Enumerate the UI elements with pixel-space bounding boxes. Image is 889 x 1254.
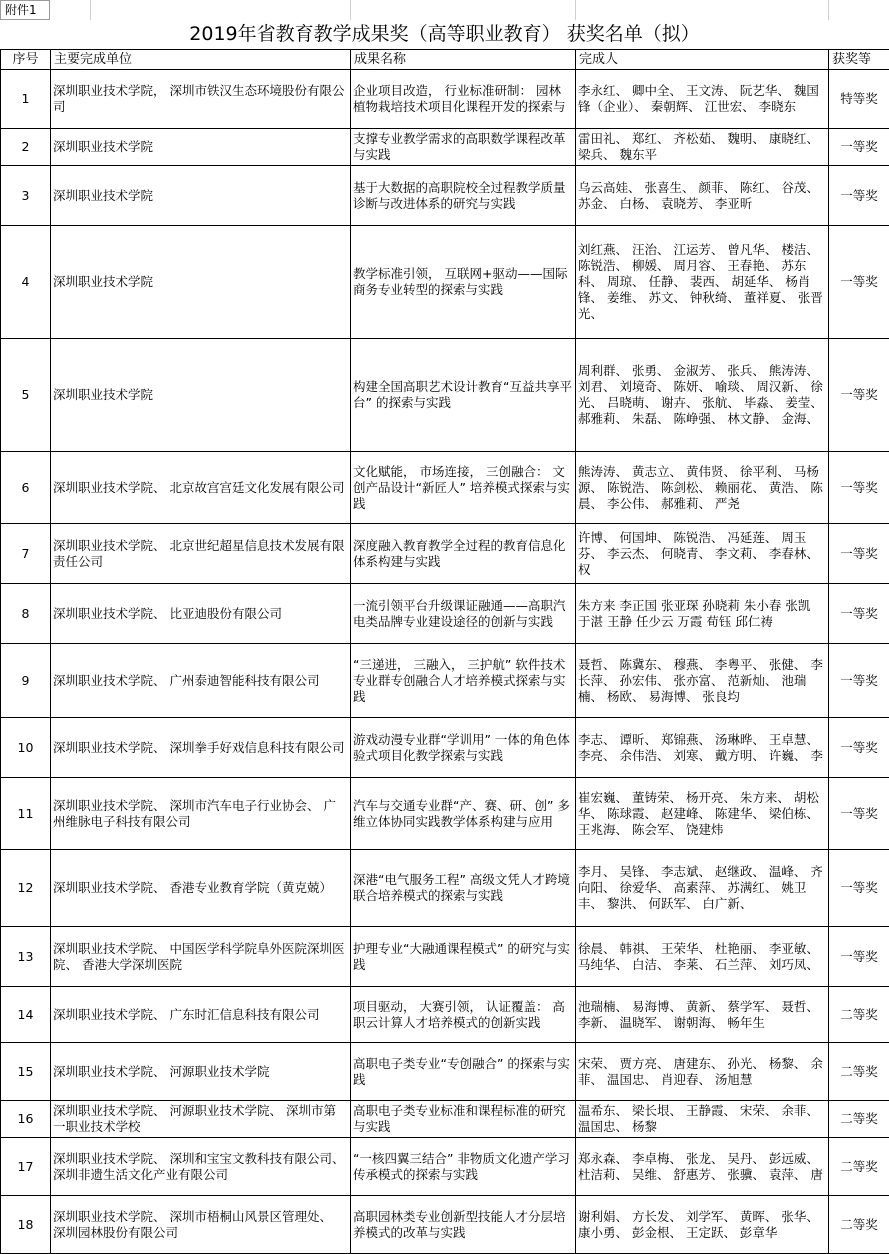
row-people	[576, 987, 829, 1043]
row-award-level-text: 一等奖	[831, 806, 887, 822]
row-number-text: 18	[3, 1217, 48, 1233]
row-unit	[51, 452, 351, 524]
row-unit-text: 深圳职业技术学院、 深圳市汽车电子行业协会、 广州维脉电子科技有限公司	[53, 798, 348, 830]
row-achievement-text: 深港“电气服务工程” 高级文凭人才跨境联合培养模式的探索与实践	[353, 872, 573, 904]
row-award-level	[829, 778, 889, 850]
row-achievement	[351, 452, 576, 524]
grid-line	[828, 0, 829, 20]
table-row	[1, 452, 889, 524]
row-number-text: 17	[3, 1159, 48, 1175]
row-achievement-text: 护理专业“大融通课程模式” 的研究与实践	[353, 941, 573, 973]
table-header-row	[1, 50, 889, 70]
table-row	[1, 987, 889, 1043]
row-people	[576, 339, 829, 452]
row-people-text: 李志、 谭昕、 郑锦燕、 汤琳晔、 王卓慧、 李亮、 余伟浩、 刘寒、 戴方明、 许巍、 李	[578, 732, 826, 764]
row-unit-text: 深圳职业技术学院、 北京故宫宫廷文化发展有限公司	[53, 480, 348, 496]
row-unit-text: 深圳职业技术学院、 深圳市梧桐山风景区管理处、 深圳园林股份有限公司	[53, 1209, 348, 1241]
row-people	[576, 524, 829, 584]
row-number-text: 15	[3, 1064, 48, 1080]
row-people-text: 刘红燕、 汪治、 江运芳、 曾凡华、 楼洁、 陈锐浩、 柳媛、 周月容、 王春艳、 苏东科、 周琼、 任静、 裴西、 胡延华、 杨肖锋、 姜维、 苏文、 钟秋绮、 董祥夏、 张晋光、	[578, 242, 826, 322]
row-achievement-text: 游戏动漫专业群“学训用” 一体的角色体验式项目化教学探索与实践	[353, 732, 573, 764]
row-number	[1, 718, 51, 778]
row-number-text: 14	[3, 1007, 48, 1023]
row-number-text: 12	[3, 880, 48, 896]
row-people-text: 宋荣、 贾方亮、 唐建东、 孙光、 杨黎、 余菲、 温国忠、 肖迎春、 汤旭慧	[578, 1056, 826, 1088]
row-number-text: 16	[3, 1111, 48, 1127]
table-row	[1, 1043, 889, 1101]
row-award-level-text: 特等奖	[831, 91, 887, 107]
row-number	[1, 339, 51, 452]
row-number	[1, 452, 51, 524]
row-number	[1, 584, 51, 644]
row-people	[576, 1196, 829, 1254]
row-award-level-text: 二等奖	[831, 1111, 887, 1127]
row-people	[576, 1101, 829, 1138]
row-achievement-text: 构建全国高职艺术设计教育“互益共享平台” 的探索与实践	[353, 379, 573, 411]
row-number-text: 6	[3, 480, 48, 496]
row-unit-text: 深圳职业技术学院、 广州泰迪智能科技有限公司	[53, 673, 348, 689]
row-people	[576, 927, 829, 987]
row-award-level	[829, 718, 889, 778]
row-award-level-text: 一等奖	[831, 673, 887, 689]
row-award-level-text: 一等奖	[831, 546, 887, 562]
row-award-level-text: 一等奖	[831, 188, 887, 204]
row-award-level-text: 一等奖	[831, 880, 887, 896]
row-unit	[51, 927, 351, 987]
row-unit	[51, 644, 351, 718]
row-award-level	[829, 70, 889, 129]
row-people	[576, 129, 829, 166]
row-achievement	[351, 1138, 576, 1196]
row-number-text: 5	[3, 387, 48, 403]
row-number-text: 3	[3, 188, 48, 204]
row-award-level-text: 二等奖	[831, 1217, 887, 1233]
row-unit	[51, 987, 351, 1043]
row-achievement-text: 深度融入教育教学全过程的教育信息化体系构建与实践	[353, 538, 573, 570]
award-table	[0, 49, 889, 1254]
row-number-text: 10	[3, 740, 48, 756]
row-achievement	[351, 718, 576, 778]
row-achievement	[351, 1196, 576, 1254]
row-achievement-text: 高职电子类专业“专创融合” 的探索与实践	[353, 1056, 573, 1088]
table-row	[1, 524, 889, 584]
row-number	[1, 778, 51, 850]
row-unit-text: 深圳职业技术学院	[53, 188, 348, 204]
table-row	[1, 718, 889, 778]
table-row	[1, 70, 889, 129]
row-award-level	[829, 644, 889, 718]
row-unit	[51, 226, 351, 339]
row-achievement-text: 一流引领平台升级课证融通——高职汽电类品牌专业建设途径的创新与实践	[353, 598, 573, 630]
table-row	[1, 166, 889, 226]
row-number	[1, 70, 51, 129]
row-achievement-text: 高职园林类专业创新型技能人才分层培养模式的改革与实践	[353, 1209, 573, 1241]
row-number	[1, 644, 51, 718]
header-unit: 主要完成单位	[51, 50, 351, 70]
row-number	[1, 1043, 51, 1101]
row-people-text: 谢利娟、 方长发、 刘学军、 黄晖、 张华、 康小勇、 彭金根、 王定跃、 彭章华	[578, 1209, 826, 1241]
row-award-level	[829, 226, 889, 339]
table-row	[1, 1138, 889, 1196]
row-award-level-text: 一等奖	[831, 606, 887, 622]
row-unit	[51, 718, 351, 778]
row-people-text: 徐晨、 韩祺、 王荣华、 杜艳丽、 李亚敏、 马纯华、 白洁、 李莱、 石兰萍、 刘巧凤、	[578, 941, 826, 973]
row-unit	[51, 524, 351, 584]
header-achievement: 成果名称	[351, 50, 576, 70]
row-unit	[51, 850, 351, 927]
row-achievement-text: 汽车与交通专业群“产、赛、研、创” 多维立体协同实践教学体系构建与应用	[353, 798, 573, 830]
row-achievement	[351, 1043, 576, 1101]
row-unit-text: 深圳职业技术学院、 中国医学科学院阜外医院深圳医院、 香港大学深圳医院	[53, 941, 348, 973]
header-number: 序号	[1, 50, 51, 70]
row-unit	[51, 339, 351, 452]
row-achievement-text: 支撑专业教学需求的高职数学课程改革与实践	[353, 131, 573, 163]
row-unit-text: 深圳职业技术学院、 北京世纪超星信息技术发展有限责任公司	[53, 538, 348, 570]
row-number-text: 1	[3, 91, 48, 107]
row-number	[1, 1196, 51, 1254]
row-achievement-text: 项目驱动， 大赛引领， 认证覆盖： 高职云计算人才培养模式的创新实践	[353, 999, 573, 1031]
row-award-level	[829, 166, 889, 226]
row-award-level	[829, 584, 889, 644]
row-achievement	[351, 70, 576, 129]
row-award-level-text: 一等奖	[831, 949, 887, 965]
row-number-text: 8	[3, 606, 48, 622]
row-unit	[51, 129, 351, 166]
row-people	[576, 644, 829, 718]
row-number	[1, 166, 51, 226]
row-achievement-text: 基于大数据的高职院校全过程教学质量诊断与改进体系的研究与实践	[353, 180, 573, 212]
row-unit	[51, 1196, 351, 1254]
row-award-level-text: 一等奖	[831, 387, 887, 403]
row-number-text: 7	[3, 546, 48, 562]
row-number-text: 9	[3, 673, 48, 689]
row-people-text: 聂哲、 陈冀东、 穆燕、 李粤平、 张健、 李长萍、 孙宏伟、 张亦富、 范新灿、 池瑞楠、 杨欧、 易海博、 张良均	[578, 657, 826, 705]
row-award-level-text: 二等奖	[831, 1007, 887, 1023]
row-people-text: 郑永森、 李卓梅、 张龙、 吴丹、 彭远威、 杜洁莉、 吴维、 舒惠芳、 张骥、 袁萍、 唐	[578, 1151, 826, 1183]
row-achievement	[351, 927, 576, 987]
row-people-text: 朱方来 李正国 张亚琛 孙晓莉 朱小春 张凯 于湛 王静 任少云 万霞 荀钰 邱仁祷	[578, 598, 826, 630]
row-achievement-text: 高职电子类专业标准和课程标准的研究与实践	[353, 1103, 573, 1135]
row-award-level-text: 一等奖	[831, 139, 887, 155]
row-unit-text: 深圳职业技术学院	[53, 274, 348, 290]
row-people-text: 许博、 何国坤、 陈锐浩、 冯延莲、 周玉芬、 李云杰、 何晓青、 李文莉、 李春林、 权	[578, 530, 826, 578]
row-unit	[51, 70, 351, 129]
row-award-level-text: 二等奖	[831, 1064, 887, 1080]
grid-line	[90, 0, 91, 20]
grid-line	[350, 0, 351, 20]
row-award-level	[829, 452, 889, 524]
row-unit-text: 深圳职业技术学院、 深圳和宝宝文教科技有限公司、 深圳非遗生活文化产业有限公司	[53, 1151, 348, 1183]
table-row	[1, 584, 889, 644]
row-people-text: 崔宏巍、 董铸荣、 杨开亮、 朱方来、 胡松华、 陈球霞、 赵建峰、 陈建华、 梁伯栋、 王兆海、 陈会军、 饶建炜	[578, 790, 826, 838]
row-people	[576, 226, 829, 339]
row-unit-text: 深圳职业技术学院、 比亚迪股份有限公司	[53, 606, 348, 622]
row-number-text: 11	[3, 806, 48, 822]
row-people	[576, 850, 829, 927]
row-number	[1, 524, 51, 584]
row-number	[1, 1101, 51, 1138]
row-unit	[51, 1043, 351, 1101]
grid-line	[575, 0, 576, 20]
row-award-level	[829, 1196, 889, 1254]
table-row	[1, 927, 889, 987]
row-achievement	[351, 166, 576, 226]
row-people-text: 熊涛涛、 黄志立、 黄伟贤、 徐平利、 马杨源、 陈锐浩、 陈剑松、 赖丽花、 黄浩、 陈晨、 李公伟、 郝雅莉、 严尧	[578, 464, 826, 512]
row-achievement	[351, 644, 576, 718]
table-row	[1, 129, 889, 166]
row-award-level-text: 一等奖	[831, 480, 887, 496]
row-achievement-text: 教学标准引领， 互联网+驱动——国际商务专业转型的探索与实践	[353, 266, 573, 298]
attachment-label: 附件1	[0, 0, 50, 20]
row-award-level	[829, 1138, 889, 1196]
row-unit-text: 深圳职业技术学院、 深圳拳手好戏信息科技有限公司	[53, 740, 348, 756]
row-unit-text: 深圳职业技术学院、 河源职业技术学院	[53, 1064, 348, 1080]
row-people	[576, 452, 829, 524]
row-people-text: 乌云高娃、 张喜生、 颜菲、 陈红、 谷茂、 苏金、 白杨、 袁晓芳、 李亚昕	[578, 180, 826, 212]
row-people	[576, 1043, 829, 1101]
row-award-level	[829, 1101, 889, 1138]
row-number-text: 13	[3, 949, 48, 965]
row-unit	[51, 166, 351, 226]
row-achievement	[351, 584, 576, 644]
row-award-level	[829, 524, 889, 584]
row-award-level	[829, 1043, 889, 1101]
row-unit-text: 深圳职业技术学院、 广东时汇信息科技有限公司	[53, 1007, 348, 1023]
row-award-level	[829, 927, 889, 987]
row-achievement	[351, 1101, 576, 1138]
row-unit-text: 深圳职业技术学院、 香港专业教育学院（黄克兢）	[53, 880, 348, 896]
row-people	[576, 718, 829, 778]
row-people	[576, 778, 829, 850]
row-achievement	[351, 778, 576, 850]
row-people-text: 李永红、 卿中全、 王文涛、 阮艺华、 魏国锋（企业）、 秦朝辉、 江世宏、 李晓东	[578, 83, 826, 115]
row-number	[1, 226, 51, 339]
row-achievement	[351, 129, 576, 166]
row-number	[1, 987, 51, 1043]
row-unit-text: 深圳职业技术学院	[53, 139, 348, 155]
row-achievement	[351, 987, 576, 1043]
row-achievement-text: 文化赋能， 市场连接， 三创融合： 文创产品设计“新匠人” 培养模式探索与实践	[353, 464, 573, 512]
row-achievement	[351, 339, 576, 452]
table-row	[1, 226, 889, 339]
row-number	[1, 1138, 51, 1196]
table-row	[1, 850, 889, 927]
row-people	[576, 1138, 829, 1196]
row-award-level	[829, 339, 889, 452]
row-number-text: 2	[3, 139, 48, 155]
table-row	[1, 778, 889, 850]
row-people	[576, 166, 829, 226]
row-people-text: 周利群、 张勇、 金淑芳、 张兵、 熊涛涛、 刘君、 刘境奇、 陈妍、 喻琰、 周汉新、 徐光、 吕晓萌、 谢卉、 张航、 毕淼、 姜莹、 郝雅莉、 朱磊、 陈峥强、 林文静、 金海、	[578, 363, 826, 427]
row-award-level-text: 一等奖	[831, 740, 887, 756]
row-unit	[51, 778, 351, 850]
row-achievement-text: “一核四翼三结合” 非物质文化遗产学习传承模式的探索与实践	[353, 1151, 573, 1183]
row-people	[576, 70, 829, 129]
table-row	[1, 644, 889, 718]
row-unit-text: 深圳职业技术学院、 河源职业技术学院、 深圳市第一职业技术学校	[53, 1103, 348, 1135]
header-award-level: 获奖等	[829, 50, 889, 70]
header-people: 完成人	[576, 50, 829, 70]
row-people	[576, 584, 829, 644]
row-people-text: 雷田礼、 郑红、 齐松茹、 魏明、 康晓红、 梁兵、 魏东平	[578, 131, 826, 163]
row-unit-text: 深圳职业技术学院， 深圳市铁汉生态环境股份有限公司	[53, 83, 348, 115]
table-row	[1, 1196, 889, 1254]
row-award-level-text: 二等奖	[831, 1159, 887, 1175]
row-award-level-text: 一等奖	[831, 274, 887, 290]
row-achievement-text: “三递进， 三融入， 三护航” 软件技术专业群专创融合人才培养模式探索与实践	[353, 657, 573, 705]
page-title: 2019年省教育教学成果奖（高等职业教育） 获奖名单（拟）	[0, 20, 889, 49]
row-award-level	[829, 987, 889, 1043]
row-achievement	[351, 226, 576, 339]
table-row	[1, 1101, 889, 1138]
row-number	[1, 850, 51, 927]
row-award-level	[829, 129, 889, 166]
row-achievement	[351, 524, 576, 584]
row-people-text: 温希东、 梁长垠、 王静霞、 宋荣、 余菲、 温国忠、 杨黎	[578, 1103, 826, 1135]
row-people-text: 李月、 吴锋、 李志斌、 赵继政、 温峰、 齐向阳、 徐爱华、 高素萍、 苏满红、 姚卫丰、 黎洪、 何跃军、 白广新、	[578, 864, 826, 912]
row-number-text: 4	[3, 274, 48, 290]
table-row	[1, 339, 889, 452]
row-achievement	[351, 850, 576, 927]
row-number	[1, 927, 51, 987]
row-number	[1, 129, 51, 166]
row-award-level	[829, 850, 889, 927]
row-achievement-text: 企业项目改造， 行业标准研制： 园林植物栽培技术项目化课程开发的探索与	[353, 83, 573, 115]
row-people-text: 池瑞楠、 易海博、 黄新、 蔡学军、 聂哲、 李新、 温晓军、 谢朝海、 畅年生	[578, 999, 826, 1031]
row-unit	[51, 584, 351, 644]
row-unit	[51, 1138, 351, 1196]
row-unit	[51, 1101, 351, 1138]
row-unit-text: 深圳职业技术学院	[53, 387, 348, 403]
